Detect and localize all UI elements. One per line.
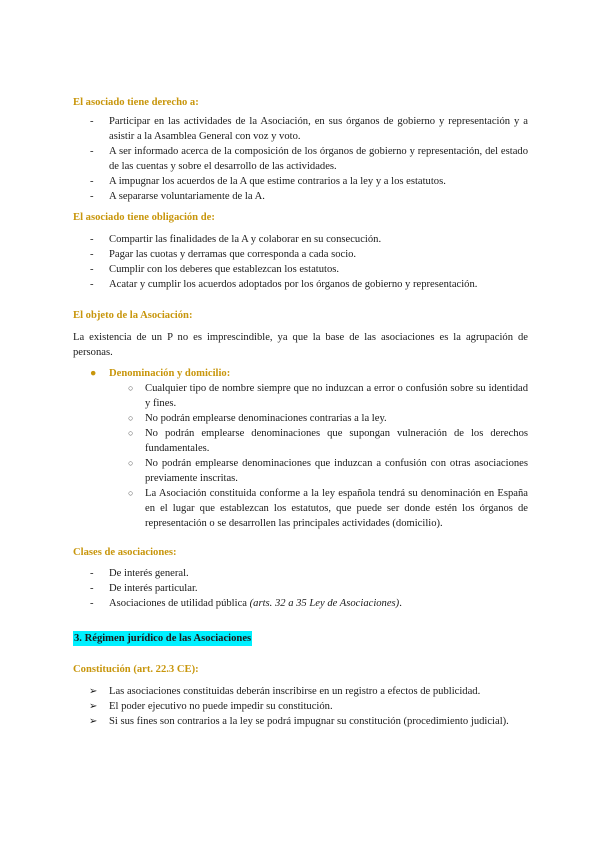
clases-heading: Clases de asociaciones: [73, 547, 177, 558]
list-item: ○ No podrán emplearse denominaciones que supongan vulneración de los derechos fundamentales. [128, 428, 528, 454]
list-item: - A ser informado acerca de la composición de los órganos de gobierno y representación, del estado de las cuentas y sobre el desarrollo de las actividades. [90, 146, 528, 172]
list-item: ○ No podrán emplearse denominaciones contrarias a la ley. [128, 413, 387, 424]
section-title: 3. Régimen jurídico de las Asociaciones [74, 633, 252, 644]
list-item: ➢ El poder ejecutivo no puede impedir su constitución. [89, 701, 333, 712]
list-item: ➢ Las asociaciones constituidas deberán inscribirse en un registro a efectos de publicidad. [89, 686, 481, 697]
clases-reference: (arts. 32 a 35 Ley de Asociaciones) [249, 598, 400, 609]
list-item: - Participar en las actividades de la Asociación, en sus órganos de gobierno y representación y a asistir a la Asamblea General con voz y voto. [90, 116, 528, 142]
list-item: ○ No podrán emplearse denominaciones que induzcan a confusión con otras asociaciones previamente inscritas. [128, 458, 528, 484]
list-item: - De interés general. [90, 568, 189, 579]
objeto-heading: El objeto de la Asociación: [73, 310, 193, 321]
derecho-heading: El asociado tiene derecho a: [73, 97, 199, 108]
list-item: ○ Cualquier tipo de nombre siempre que no induzcan a error o confusión sobre su identidad y fines. [128, 383, 528, 409]
denominacion-heading: Denominación y domicilio: [109, 368, 231, 379]
list-item: - Asociaciones de utilidad pública (arts. 32 a 35 Ley de Asociaciones). [90, 598, 402, 609]
list-item: - A impugnar los acuerdos de la A que estime contrarios a la ley y a los estatutos. [90, 176, 446, 187]
list-item: - A separarse voluntariamente de la A. [90, 191, 265, 202]
obligacion-list [0, 232, 600, 292]
list-item: ➢ Si sus fines son contrarios a la ley se podrá impugnar su constitución (procedimiento judicial). [89, 716, 509, 727]
derecho-list [0, 114, 600, 204]
list-item: - Pagar las cuotas y derramas que corresponda a cada socio. [90, 249, 357, 260]
objeto-paragraph: La existencia de un P no es imprescindible, ya que la base de las asociaciones es la agrupación de personas. [73, 332, 528, 358]
list-item: - Cumplir con los deberes que establezcan los estatutos. [90, 264, 340, 275]
list-item: - De interés particular. [90, 583, 198, 594]
list-item: - Acatar y cumplir los acuerdos adoptados por los órganos de gobierno y representación. [90, 279, 478, 290]
constitucion-heading: Constitución (art. 22.3 CE): [73, 664, 199, 675]
obligacion-heading: El asociado tiene obligación de: [73, 212, 215, 223]
clases-list [0, 566, 600, 611]
document-page: El asociado tiene derecho a: - Participar en las actividades de la Asociación, en sus órganos de gobierno y representación y a asistir a la Asamblea General con voz y voto. - A ser informado acerca de la composición de los órganos de gobierno y representación, del estado de las cuentas y sobre el desarrollo de las actividades. - A impugnar los acuerdos de la A que estime contrarios a la ley y a los estatutos. - A separarse voluntariamente de la A. El asociado tiene obligación de: - Compartir las finalidades de la A y colaborar en su consecución. - Pagar las cuotas y derramas que corresponda a cada socio. - Cumplir con los deberes que establezcan los estatutos. - Acatar y cumplir los acuerdos adoptados por los órganos de gobierno y representación. El objeto de la Asociación: La existencia de un P no es imprescindible, ya que la base de las asociaciones es la agrupación de personas. ● Denominación y domicilio: ○ Cualquier tipo de nombre siempre que no induzcan a error o confusión sobre su identidad y fines. ○ No podrán emplearse denominaciones contrarias a la ley. ○ No podrán emplearse denominaciones que supongan vulneración de los derechos fundamentales. ○ No podrán emplearse denominaciones que induzcan a confusión con otras asociaciones previamente inscritas. ○ La Asociación constituida conforme a la ley española tendrá su denominación en España en el lugar que establezcan los estatutos, que puede ser donde estén los órganos de representación o se desarrollen las principales actividades (domicilio). Clases de asociaciones: - De interés general. - De interés particular. - Asociaciones de utilidad pública (arts. 32 a 35 Ley de Asociaciones). 3. Régimen jurídico de las Asociaciones Constitución (art. 22.3 CE): ➢ Las asociaciones constituidas deberán inscribirse en un registro a efectos de publicidad. ➢ El poder ejecutivo no puede impedir su constitución. ➢ Si sus fines son contrarios a la ley se podrá impugnar su constitución (procedimiento judicial). [0, 0, 600, 848]
constitucion-list [0, 684, 600, 729]
denominacion-list [0, 381, 600, 531]
list-item: ○ La Asociación constituida conforme a la ley española tendrá su denominación en España en el lugar que establezcan los estatutos, que puede ser donde estén los órganos de representación o se desarrollen las principales actividades (domicilio). [128, 488, 528, 529]
list-item: - Compartir las finalidades de la A y colaborar en su consecución. [90, 234, 382, 245]
